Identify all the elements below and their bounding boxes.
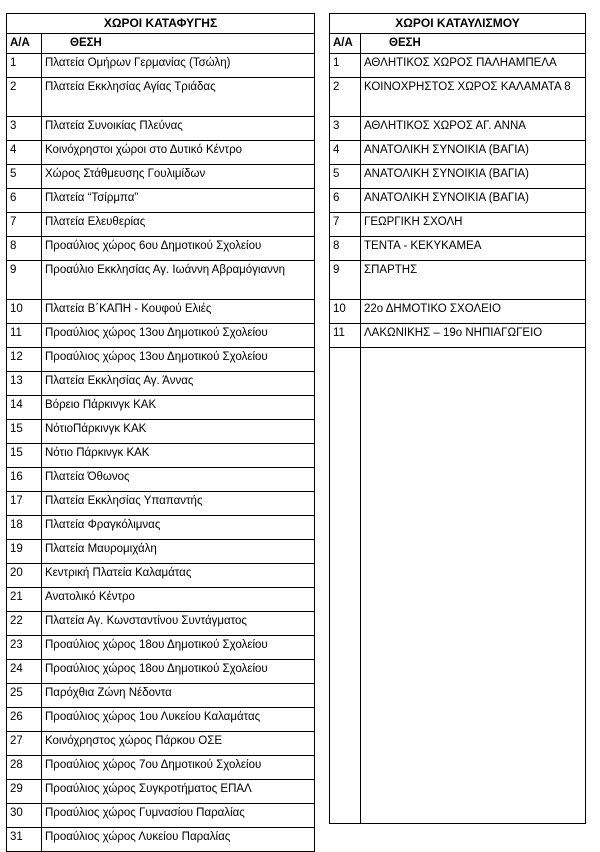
shelter-row-location: Προαύλιος χώρος 13ου Δημοτικού Σχολείου bbox=[42, 324, 315, 348]
shelter-row bbox=[7, 636, 315, 660]
shelter-row-location: Προαύλιος χώρος 18ου Δημοτικού Σχολείου bbox=[42, 660, 315, 684]
shelter-row-number: 28 bbox=[7, 756, 42, 780]
accommodation-row bbox=[330, 165, 586, 189]
shelter-row-number: 15 bbox=[7, 420, 42, 444]
shelter-row-number: 14 bbox=[7, 396, 42, 420]
shelter-row-number: 11 bbox=[7, 324, 42, 348]
shelter-row bbox=[7, 516, 315, 540]
shelter-row-number: 29 bbox=[7, 780, 42, 804]
shelter-row bbox=[7, 261, 315, 300]
shelter-row bbox=[7, 372, 315, 396]
shelter-row-location: Πλατεία Εκκλησίας Υπαπαντής bbox=[42, 492, 315, 516]
shelter-row-location: Πλατεία Ελευθερίας bbox=[42, 213, 315, 237]
accommodation-row bbox=[330, 54, 586, 78]
shelter-row-location: Πλατεία Αγ. Κωνσταντίνου Συντάγματος bbox=[42, 612, 315, 636]
shelter-row-location: Προαύλιος χώρος 18ου Δημοτικού Σχολείου bbox=[42, 636, 315, 660]
accommodation-row bbox=[330, 213, 586, 237]
accommodation-row bbox=[330, 117, 586, 141]
shelter-row-number: 22 bbox=[7, 612, 42, 636]
shelter-row-number: 23 bbox=[7, 636, 42, 660]
accommodation-row bbox=[330, 324, 586, 348]
shelter-row bbox=[7, 78, 315, 117]
shelter-row-location: Πλατεία Όθωνος bbox=[42, 468, 315, 492]
shelter-row-number: 18 bbox=[7, 516, 42, 540]
shelter-row bbox=[7, 468, 315, 492]
shelter-col-num-header: Α/Α bbox=[7, 34, 42, 54]
shelter-row-location: Πλατεία Συνοικίας Πλεύνας bbox=[42, 117, 315, 141]
shelter-row-location: ΝότιοΠάρκινγκ ΚΑΚ bbox=[42, 420, 315, 444]
shelter-row-location: Ανατολικό Κέντρο bbox=[42, 588, 315, 612]
shelter-row bbox=[7, 804, 315, 828]
shelter-row-location: Προαύλιος χώρος Συγκροτήματος ΕΠΑΛ bbox=[42, 780, 315, 804]
shelter-row bbox=[7, 189, 315, 213]
shelter-row bbox=[7, 756, 315, 780]
shelter-row-location: Πλατεία Φραγκόλιμνας bbox=[42, 516, 315, 540]
accommodation-col-pos-header: ΘΕΣΗ bbox=[361, 34, 586, 54]
shelter-row-location: Κοινόχρηστοι χώροι στο Δυτικό Κέντρο bbox=[42, 141, 315, 165]
shelter-row bbox=[7, 324, 315, 348]
accommodation-row-number: 10 bbox=[330, 300, 361, 324]
accommodation-empty-row bbox=[330, 348, 586, 824]
accommodation-row bbox=[330, 78, 586, 117]
accommodation-row-location: ΤΕΝΤΑ - ΚΕΚΥΚΑΜΕΑ bbox=[361, 237, 586, 261]
shelter-row-location: Προαύλιος χώρος 7ου Δημοτικού Σχολείου bbox=[42, 756, 315, 780]
shelter-row-number: 7 bbox=[7, 213, 42, 237]
shelter-row bbox=[7, 165, 315, 189]
accommodation-row-number: 5 bbox=[330, 165, 361, 189]
accommodation-row-location: ΛΑΚΩΝΙΚΗΣ – 19ο ΝΗΠΙΑΓΩΓΕΙΟ bbox=[361, 324, 586, 348]
shelter-row-location: Πλατεία “Τσίρμπα” bbox=[42, 189, 315, 213]
shelter-row-number: 13 bbox=[7, 372, 42, 396]
shelter-row bbox=[7, 588, 315, 612]
shelter-row bbox=[7, 141, 315, 165]
shelter-row-location: Πλατεία Εκκλησίας Αγίας Τριάδας bbox=[42, 78, 315, 117]
shelter-row-location: Προαύλιος χώρος Γυμνασίου Παραλίας bbox=[42, 804, 315, 828]
shelter-row-location: Κοινόχρηστος χώρος Πάρκου ΟΣΕ bbox=[42, 732, 315, 756]
shelter-row-location: Πλατεία Ομήρων Γερμανίας (Τσώλη) bbox=[42, 54, 315, 78]
accommodation-row-number: 11 bbox=[330, 324, 361, 348]
shelter-table-title: ΧΩΡΟΙ ΚΑΤΑΦΥΓΗΣ bbox=[7, 14, 315, 34]
shelter-row-number: 9 bbox=[7, 261, 42, 300]
shelter-row-number: 25 bbox=[7, 684, 42, 708]
accommodation-row-number: 3 bbox=[330, 117, 361, 141]
accommodation-row-location: ΑΘΛΗΤΙΚΟΣ ΧΩΡΟΣ ΠΑΛΗΑΜΠΕΛΑ bbox=[361, 54, 586, 78]
shelter-row-location: Παρόχθια Ζώνη Νέδοντα bbox=[42, 684, 315, 708]
accommodation-table bbox=[329, 13, 586, 824]
shelter-row-number: 19 bbox=[7, 540, 42, 564]
shelter-row-location: Προαύλιο Εκκλησίας Αγ. Ιωάννη Αβραμόγιαννη bbox=[42, 261, 315, 300]
shelter-row bbox=[7, 660, 315, 684]
shelter-row-number: 21 bbox=[7, 588, 42, 612]
accommodation-row bbox=[330, 237, 586, 261]
shelter-row-number: 8 bbox=[7, 237, 42, 261]
shelter-row-number: 15 bbox=[7, 444, 42, 468]
shelter-row bbox=[7, 444, 315, 468]
shelter-row-number: 31 bbox=[7, 828, 42, 852]
accommodation-row bbox=[330, 189, 586, 213]
accommodation-row bbox=[330, 261, 586, 300]
shelter-row-location: Προαύλιος χώρος 13ου Δημοτικού Σχολείου bbox=[42, 348, 315, 372]
shelter-row bbox=[7, 54, 315, 78]
shelter-row bbox=[7, 300, 315, 324]
accommodation-row-location: ΑΘΛΗΤΙΚΟΣ ΧΩΡΟΣ ΑΓ. ΑΝΝΑ bbox=[361, 117, 586, 141]
accommodation-row-location: 22ο ΔΗΜΟΤΙΚΟ ΣΧΟΛΕΙΟ bbox=[361, 300, 586, 324]
shelter-row-number: 2 bbox=[7, 78, 42, 117]
shelter-row-number: 30 bbox=[7, 804, 42, 828]
shelter-row-number: 10 bbox=[7, 300, 42, 324]
accommodation-row-number: 2 bbox=[330, 78, 361, 117]
shelter-row bbox=[7, 708, 315, 732]
shelter-row-location: Χώρος Στάθμευσης Γουλιμίδων bbox=[42, 165, 315, 189]
shelter-row-number: 24 bbox=[7, 660, 42, 684]
shelter-row-location: Πλατεία Εκκλησίας Αγ. Άννας bbox=[42, 372, 315, 396]
accommodation-row-location: ΑΝΑΤΟΛΙΚΗ ΣΥΝΟΙΚΙΑ (ΒΑΓΙΑ) bbox=[361, 189, 586, 213]
shelter-row bbox=[7, 420, 315, 444]
shelter-row-location: Πλατεία Μαυρομιχάλη bbox=[42, 540, 315, 564]
shelter-row bbox=[7, 540, 315, 564]
accommodation-row-number: 7 bbox=[330, 213, 361, 237]
shelter-row bbox=[7, 396, 315, 420]
shelter-row-location: Νότιο Πάρκινγκ ΚΑΚ bbox=[42, 444, 315, 468]
accommodation-row-location: ΑΝΑΤΟΛΙΚΗ ΣΥΝΟΙΚΙΑ (ΒΑΓΙΑ) bbox=[361, 165, 586, 189]
shelter-row bbox=[7, 612, 315, 636]
shelter-table bbox=[6, 13, 315, 852]
shelter-row-number: 16 bbox=[7, 468, 42, 492]
shelter-row-number: 26 bbox=[7, 708, 42, 732]
accommodation-row-number: 9 bbox=[330, 261, 361, 300]
shelter-row-number: 27 bbox=[7, 732, 42, 756]
accommodation-row bbox=[330, 300, 586, 324]
shelter-row-location: Προαύλιος χώρος 6ου Δημοτικού Σχολείου bbox=[42, 237, 315, 261]
accommodation-row bbox=[330, 141, 586, 165]
shelter-row-location: Προαύλιος χώρος 1ου Λυκείου Καλαμάτας bbox=[42, 708, 315, 732]
shelter-row bbox=[7, 732, 315, 756]
accommodation-table-title: ΧΩΡΟΙ ΚΑΤΑΥΛΙΣΜΟΥ bbox=[330, 14, 586, 34]
accommodation-row-location: ΓΕΩΡΓΙΚΗ ΣΧΟΛΗ bbox=[361, 213, 586, 237]
accommodation-row-location: ΚΟΙΝΟΧΡΗΣΤΟΣ ΧΩΡΟΣ ΚΑΛΑΜΑΤΑ 8 bbox=[361, 78, 586, 117]
shelter-row bbox=[7, 684, 315, 708]
shelter-row-number: 3 bbox=[7, 117, 42, 141]
shelter-row bbox=[7, 348, 315, 372]
shelter-row-number: 4 bbox=[7, 141, 42, 165]
accommodation-row-number: 6 bbox=[330, 189, 361, 213]
shelter-row-location: Πλατεία Β΄ΚΑΠΗ - Κουφού Ελιές bbox=[42, 300, 315, 324]
shelter-row bbox=[7, 237, 315, 261]
shelter-row-number: 1 bbox=[7, 54, 42, 78]
shelter-row-location: Προαύλιος χώρος Λυκείου Παραλίας bbox=[42, 828, 315, 852]
shelter-row bbox=[7, 564, 315, 588]
accommodation-row-number: 4 bbox=[330, 141, 361, 165]
shelter-row bbox=[7, 828, 315, 852]
shelter-col-pos-header: ΘΕΣΗ bbox=[42, 34, 315, 54]
accommodation-row-location: ΣΠΑΡΤΗΣ bbox=[361, 261, 586, 300]
accommodation-col-num-header: Α/Α bbox=[330, 34, 361, 54]
accommodation-row-location: ΑΝΑΤΟΛΙΚΗ ΣΥΝΟΙΚΙΑ (ΒΑΓΙΑ) bbox=[361, 141, 586, 165]
shelter-row bbox=[7, 213, 315, 237]
shelter-row-number: 12 bbox=[7, 348, 42, 372]
shelter-row-number: 20 bbox=[7, 564, 42, 588]
accommodation-row-number: 8 bbox=[330, 237, 361, 261]
accommodation-row-number: 1 bbox=[330, 54, 361, 78]
shelter-row-number: 5 bbox=[7, 165, 42, 189]
shelter-row-location: Βόρειο Πάρκινγκ ΚΑΚ bbox=[42, 396, 315, 420]
shelter-row-number: 6 bbox=[7, 189, 42, 213]
shelter-row-location: Κεντρική Πλατεία Καλαμάτας bbox=[42, 564, 315, 588]
shelter-row bbox=[7, 492, 315, 516]
shelter-row bbox=[7, 117, 315, 141]
shelter-row-number: 17 bbox=[7, 492, 42, 516]
